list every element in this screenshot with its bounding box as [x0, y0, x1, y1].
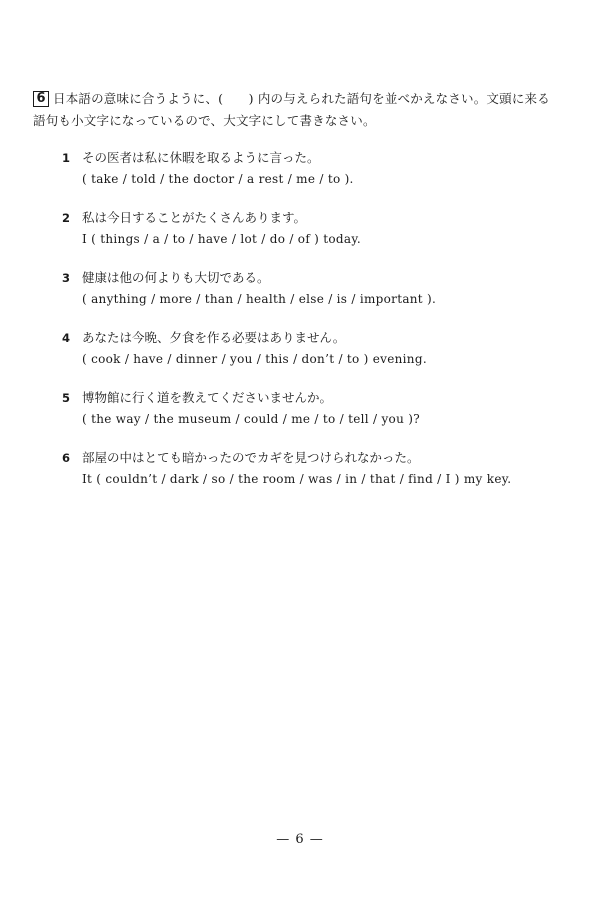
question-english: I ( things / a / to / have / lot / do / of ) today.	[82, 232, 361, 246]
question-5	[62, 390, 562, 434]
question-english: ( cook / have / dinner / you / this / don’t / to ) evening.	[82, 352, 427, 366]
question-english: It ( couldn’t / dark / so / the room / was / in / that / find / I ) my key.	[82, 472, 512, 486]
question-3	[62, 270, 562, 314]
question-number: 4	[62, 331, 71, 345]
question-japanese: 博物館に行く道を教えてくださいませんか。	[82, 390, 333, 405]
question-number: 3	[62, 271, 71, 285]
question-number: 5	[62, 391, 71, 405]
section-number-box: 6	[33, 91, 49, 107]
question-japanese: 部屋の中はとても暗かったのでカギを見つけられなかった。	[82, 450, 420, 465]
question-japanese: その医者は私に休暇を取るように言った。	[82, 150, 320, 165]
instruction-line-2: 語句も小文字になっているので、大文字にして書きなさい。	[33, 113, 376, 128]
question-japanese: 私は今日することがたくさんあります。	[82, 210, 307, 225]
question-number: 6	[62, 451, 71, 465]
page-number: — 6 —	[276, 832, 324, 847]
question-4	[62, 330, 562, 374]
section-instruction	[33, 88, 553, 132]
question-japanese: あなたは今晩、夕食を作る必要はありません。	[82, 330, 346, 345]
question-english: ( take / told / the doctor / a rest / me / to ).	[82, 172, 354, 186]
question-japanese: 健康は他の何よりも大切である。	[82, 270, 270, 285]
instruction-line-1: 日本語の意味に合うように、( ) 内の与えられた語句を並べかえなさい。文頭に来る	[53, 91, 550, 106]
question-6	[62, 450, 562, 494]
question-english: ( the way / the museum / could / me / to / tell / you )?	[82, 412, 420, 426]
question-number: 1	[62, 151, 71, 165]
question-1	[62, 150, 562, 194]
question-2	[62, 210, 562, 254]
question-english: ( anything / more / than / health / else / is / important ).	[82, 292, 437, 306]
question-number: 2	[62, 211, 71, 225]
